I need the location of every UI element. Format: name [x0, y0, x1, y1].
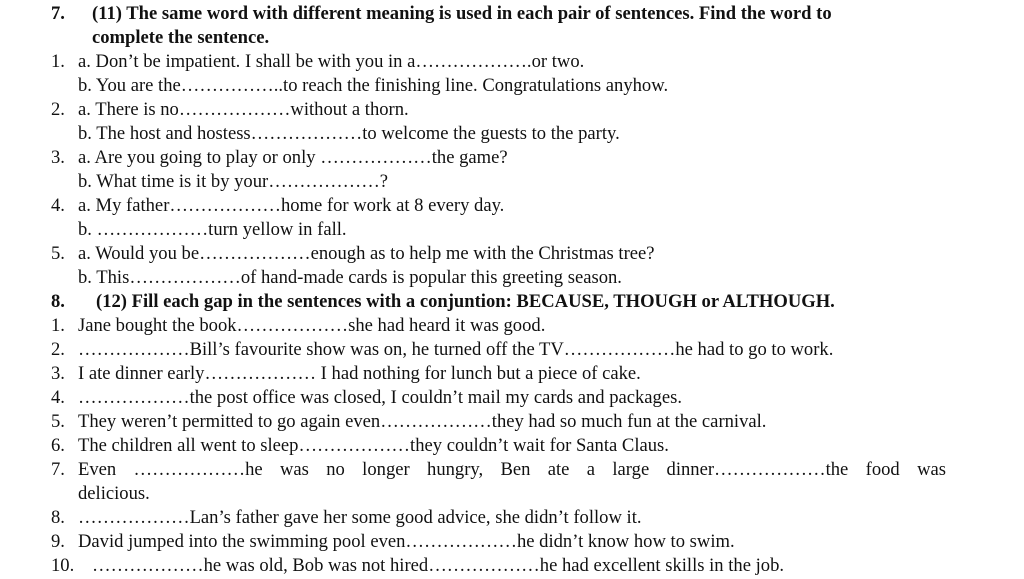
section-8-number: 8.	[51, 291, 65, 312]
s8-item-5-number: 5.	[51, 411, 65, 432]
s8-item-7-text: Even ………………he was no longer hungry, Ben ate a large dinner………………the food was	[78, 459, 946, 480]
s7-item-3-number: 3.	[51, 147, 65, 168]
s8-item-10-text: ………………he was old, Bob was not hired………………he had excellent skills in the job.	[92, 555, 785, 576]
s7-item-2-a: a. There is no………………without a thorn.	[78, 99, 409, 120]
s8-item-6-text: The children all went to sleep………………they couldn’t wait for Santa Claus.	[78, 435, 669, 456]
s8-item-8-number: 8.	[51, 507, 65, 528]
s8-item-7-number: 7.	[51, 459, 65, 480]
section-7-instruction-line2: complete the sentence.	[92, 27, 270, 48]
s8-item-2-number: 2.	[51, 339, 65, 360]
s8-item-3-number: 3.	[51, 363, 65, 384]
s8-item-7-continuation: delicious.	[78, 483, 150, 504]
s7-item-2-number: 2.	[51, 99, 65, 120]
s7-item-2-b: b. The host and hostess………………to welcome the guests to the party.	[78, 123, 620, 144]
s8-item-10-number: 10.	[51, 555, 75, 576]
s7-item-4-b: b. ………………turn yellow in fall.	[78, 219, 347, 240]
section-8-instruction: (12) Fill each gap in the sentences with a conjuntion: BECAUSE, THOUGH or ALTHOUGH.	[96, 291, 835, 312]
s8-item-4-number: 4.	[51, 387, 65, 408]
s7-item-5-number: 5.	[51, 243, 65, 264]
s7-item-4-a: a. My father………………home for work at 8 every day.	[78, 195, 505, 216]
s8-item-9-number: 9.	[51, 531, 65, 552]
s8-item-6-number: 6.	[51, 435, 65, 456]
s8-item-8-text: ………………Lan’s father gave her some good advice, she didn’t follow it.	[78, 507, 642, 528]
s8-item-9-text: David jumped into the swimming pool even………………he didn’t know how to swim.	[78, 531, 735, 552]
s7-item-4-number: 4.	[51, 195, 65, 216]
s8-item-1-number: 1.	[51, 315, 65, 336]
section-7-number: 7.	[51, 3, 65, 24]
s7-item-1-number: 1.	[51, 51, 65, 72]
s7-item-3-b: b. What time is it by your………………?	[78, 171, 389, 192]
s7-item-1-a: a. Don’t be impatient. I shall be with you in a……………….or two.	[78, 51, 585, 72]
s8-item-5-text: They weren’t permitted to go again even………………they had so much fun at the carnival.	[78, 411, 767, 432]
s7-item-5-a: a. Would you be………………enough as to help me with the Christmas tree?	[78, 243, 655, 264]
s8-item-2-text: ………………Bill’s favourite show was on, he turned off the TV………………he had to go to work.	[78, 339, 834, 360]
s8-item-3-text: I ate dinner early……………… I had nothing for lunch but a piece of cake.	[78, 363, 641, 384]
section-7-instruction-line1: (11) The same word with different meaning is used in each pair of sentences. Find the word to	[92, 3, 832, 24]
s8-item-4-text: ………………the post office was closed, I couldn’t mail my cards and packages.	[78, 387, 682, 408]
s7-item-1-b: b. You are the……………..to reach the finishing line. Congratulations anyhow.	[78, 75, 669, 96]
s8-item-1-text: Jane bought the book………………she had heard it was good.	[78, 315, 546, 336]
s7-item-5-b: b. This………………of hand-made cards is popular this greeting season.	[78, 267, 622, 288]
s7-item-3-a: a. Are you going to play or only ………………the game?	[78, 147, 508, 168]
